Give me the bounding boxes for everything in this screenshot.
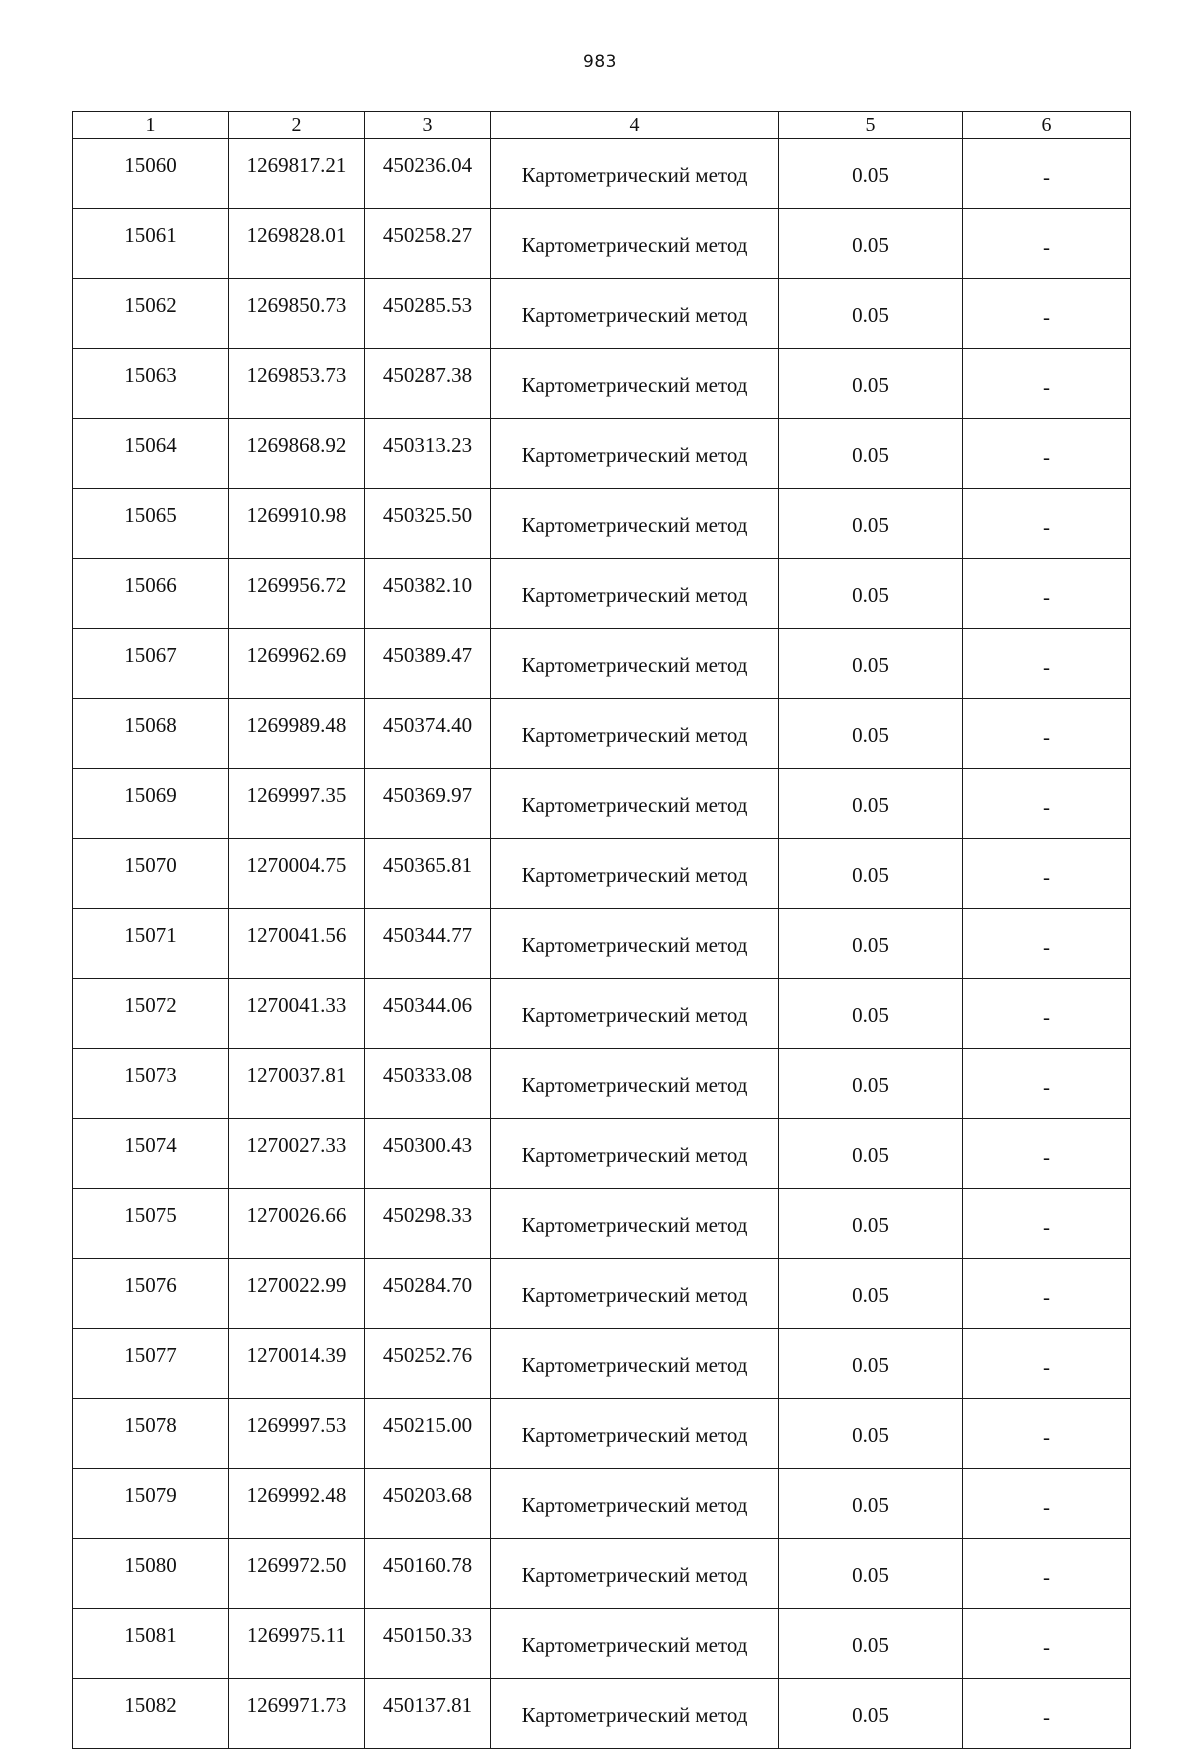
table-row	[73, 559, 1131, 629]
table-row	[73, 1049, 1131, 1119]
header-row	[73, 112, 1131, 139]
column-header: 3	[365, 112, 491, 139]
note-cell: -	[963, 419, 1131, 489]
point-number-cell: 15080	[73, 1539, 229, 1609]
table-row	[73, 279, 1131, 349]
point-number-cell: 15072	[73, 979, 229, 1049]
note-cell: -	[963, 1399, 1131, 1469]
note-cell: -	[963, 489, 1131, 559]
table-row	[73, 1399, 1131, 1469]
y-coordinate-cell: 450389.47	[365, 629, 491, 699]
precision-cell: 0.05	[779, 489, 963, 559]
precision-cell: 0.05	[779, 559, 963, 629]
point-number-cell: 15066	[73, 559, 229, 629]
x-coordinate-cell: 1269972.50	[229, 1539, 365, 1609]
note-cell: -	[963, 139, 1131, 209]
method-cell: Картометрический метод	[491, 419, 779, 489]
table-row	[73, 419, 1131, 489]
column-header: 6	[963, 112, 1131, 139]
x-coordinate-cell: 1270004.75	[229, 839, 365, 909]
y-coordinate-cell: 450284.70	[365, 1259, 491, 1329]
note-cell: -	[963, 1609, 1131, 1679]
y-coordinate-cell: 450365.81	[365, 839, 491, 909]
note-cell: -	[963, 279, 1131, 349]
method-cell: Картометрический метод	[491, 1329, 779, 1399]
method-cell: Картометрический метод	[491, 839, 779, 909]
point-number-cell: 15076	[73, 1259, 229, 1329]
precision-cell: 0.05	[779, 139, 963, 209]
point-number-cell: 15064	[73, 419, 229, 489]
precision-cell: 0.05	[779, 1679, 963, 1749]
point-number-cell: 15077	[73, 1329, 229, 1399]
table-row	[73, 1469, 1131, 1539]
note-cell: -	[963, 839, 1131, 909]
table-row	[73, 839, 1131, 909]
x-coordinate-cell: 1270041.33	[229, 979, 365, 1049]
y-coordinate-cell: 450236.04	[365, 139, 491, 209]
table-row	[73, 629, 1131, 699]
table-row	[73, 1609, 1131, 1679]
precision-cell: 0.05	[779, 1539, 963, 1609]
method-cell: Картометрический метод	[491, 769, 779, 839]
table-body	[73, 112, 1131, 1749]
precision-cell: 0.05	[779, 839, 963, 909]
point-number-cell: 15073	[73, 1049, 229, 1119]
method-cell: Картометрический метод	[491, 349, 779, 419]
precision-cell: 0.05	[779, 1469, 963, 1539]
point-number-cell: 15082	[73, 1679, 229, 1749]
note-cell: -	[963, 559, 1131, 629]
y-coordinate-cell: 450137.81	[365, 1679, 491, 1749]
x-coordinate-cell: 1269910.98	[229, 489, 365, 559]
x-coordinate-cell: 1269992.48	[229, 1469, 365, 1539]
point-number-cell: 15061	[73, 209, 229, 279]
precision-cell: 0.05	[779, 979, 963, 1049]
point-number-cell: 15067	[73, 629, 229, 699]
y-coordinate-cell: 450203.68	[365, 1469, 491, 1539]
y-coordinate-cell: 450150.33	[365, 1609, 491, 1679]
point-number-cell: 15078	[73, 1399, 229, 1469]
x-coordinate-cell: 1269975.11	[229, 1609, 365, 1679]
precision-cell: 0.05	[779, 1259, 963, 1329]
method-cell: Картометрический метод	[491, 559, 779, 629]
column-header: 4	[491, 112, 779, 139]
method-cell: Картометрический метод	[491, 1189, 779, 1259]
method-cell: Картометрический метод	[491, 1119, 779, 1189]
precision-cell: 0.05	[779, 1189, 963, 1259]
method-cell: Картометрический метод	[491, 979, 779, 1049]
y-coordinate-cell: 450313.23	[365, 419, 491, 489]
method-cell: Картометрический метод	[491, 279, 779, 349]
x-coordinate-cell: 1270026.66	[229, 1189, 365, 1259]
method-cell: Картометрический метод	[491, 139, 779, 209]
x-coordinate-cell: 1269868.92	[229, 419, 365, 489]
y-coordinate-cell: 450344.06	[365, 979, 491, 1049]
note-cell: -	[963, 1189, 1131, 1259]
precision-cell: 0.05	[779, 349, 963, 419]
x-coordinate-cell: 1269853.73	[229, 349, 365, 419]
column-header: 2	[229, 112, 365, 139]
note-cell: -	[963, 979, 1131, 1049]
table-row	[73, 1259, 1131, 1329]
point-number-cell: 15074	[73, 1119, 229, 1189]
note-cell: -	[963, 1049, 1131, 1119]
precision-cell: 0.05	[779, 629, 963, 699]
y-coordinate-cell: 450215.00	[365, 1399, 491, 1469]
x-coordinate-cell: 1269971.73	[229, 1679, 365, 1749]
point-number-cell: 15079	[73, 1469, 229, 1539]
y-coordinate-cell: 450258.27	[365, 209, 491, 279]
precision-cell: 0.05	[779, 279, 963, 349]
method-cell: Картометрический метод	[491, 909, 779, 979]
point-number-cell: 15081	[73, 1609, 229, 1679]
note-cell: -	[963, 209, 1131, 279]
note-cell: -	[963, 769, 1131, 839]
x-coordinate-cell: 1269997.53	[229, 1399, 365, 1469]
x-coordinate-cell: 1269962.69	[229, 629, 365, 699]
note-cell: -	[963, 1469, 1131, 1539]
y-coordinate-cell: 450344.77	[365, 909, 491, 979]
point-number-cell: 15070	[73, 839, 229, 909]
method-cell: Картометрический метод	[491, 209, 779, 279]
table-row	[73, 1119, 1131, 1189]
precision-cell: 0.05	[779, 1329, 963, 1399]
note-cell: -	[963, 699, 1131, 769]
note-cell: -	[963, 1259, 1131, 1329]
point-number-cell: 15069	[73, 769, 229, 839]
table-row	[73, 979, 1131, 1049]
y-coordinate-cell: 450298.33	[365, 1189, 491, 1259]
note-cell: -	[963, 909, 1131, 979]
table-row	[73, 769, 1131, 839]
precision-cell: 0.05	[779, 909, 963, 979]
table-row	[73, 209, 1131, 279]
y-coordinate-cell: 450160.78	[365, 1539, 491, 1609]
table-row	[73, 1189, 1131, 1259]
table-row	[73, 699, 1131, 769]
method-cell: Картометрический метод	[491, 1679, 779, 1749]
page-number: 983	[583, 52, 617, 72]
table-row	[73, 1679, 1131, 1749]
x-coordinate-cell: 1270041.56	[229, 909, 365, 979]
table-row	[73, 139, 1131, 209]
note-cell: -	[963, 1119, 1131, 1189]
y-coordinate-cell: 450287.38	[365, 349, 491, 419]
precision-cell: 0.05	[779, 769, 963, 839]
method-cell: Картометрический метод	[491, 699, 779, 769]
table-row	[73, 489, 1131, 559]
column-header: 1	[73, 112, 229, 139]
method-cell: Картометрический метод	[491, 1609, 779, 1679]
method-cell: Картометрический метод	[491, 1399, 779, 1469]
x-coordinate-cell: 1270037.81	[229, 1049, 365, 1119]
point-number-cell: 15060	[73, 139, 229, 209]
precision-cell: 0.05	[779, 1119, 963, 1189]
y-coordinate-cell: 450300.43	[365, 1119, 491, 1189]
coordinates-table	[72, 111, 1131, 1749]
point-number-cell: 15063	[73, 349, 229, 419]
x-coordinate-cell: 1270022.99	[229, 1259, 365, 1329]
method-cell: Картометрический метод	[491, 1049, 779, 1119]
point-number-cell: 15062	[73, 279, 229, 349]
x-coordinate-cell: 1269997.35	[229, 769, 365, 839]
point-number-cell: 15075	[73, 1189, 229, 1259]
x-coordinate-cell: 1269828.01	[229, 209, 365, 279]
precision-cell: 0.05	[779, 1609, 963, 1679]
table-row	[73, 1539, 1131, 1609]
note-cell: -	[963, 1539, 1131, 1609]
method-cell: Картометрический метод	[491, 1539, 779, 1609]
note-cell: -	[963, 349, 1131, 419]
point-number-cell: 15065	[73, 489, 229, 559]
y-coordinate-cell: 450285.53	[365, 279, 491, 349]
point-number-cell: 15068	[73, 699, 229, 769]
y-coordinate-cell: 450369.97	[365, 769, 491, 839]
table-row	[73, 909, 1131, 979]
table-row	[73, 1329, 1131, 1399]
note-cell: -	[963, 1679, 1131, 1749]
y-coordinate-cell: 450252.76	[365, 1329, 491, 1399]
precision-cell: 0.05	[779, 699, 963, 769]
column-header: 5	[779, 112, 963, 139]
method-cell: Картометрический метод	[491, 1259, 779, 1329]
precision-cell: 0.05	[779, 1399, 963, 1469]
x-coordinate-cell: 1269989.48	[229, 699, 365, 769]
precision-cell: 0.05	[779, 209, 963, 279]
point-number-cell: 15071	[73, 909, 229, 979]
note-cell: -	[963, 629, 1131, 699]
table-row	[73, 349, 1131, 419]
method-cell: Картометрический метод	[491, 1469, 779, 1539]
x-coordinate-cell: 1270027.33	[229, 1119, 365, 1189]
x-coordinate-cell: 1270014.39	[229, 1329, 365, 1399]
x-coordinate-cell: 1269956.72	[229, 559, 365, 629]
precision-cell: 0.05	[779, 419, 963, 489]
y-coordinate-cell: 450382.10	[365, 559, 491, 629]
x-coordinate-cell: 1269817.21	[229, 139, 365, 209]
method-cell: Картометрический метод	[491, 489, 779, 559]
note-cell: -	[963, 1329, 1131, 1399]
y-coordinate-cell: 450325.50	[365, 489, 491, 559]
precision-cell: 0.05	[779, 1049, 963, 1119]
method-cell: Картометрический метод	[491, 629, 779, 699]
x-coordinate-cell: 1269850.73	[229, 279, 365, 349]
y-coordinate-cell: 450374.40	[365, 699, 491, 769]
y-coordinate-cell: 450333.08	[365, 1049, 491, 1119]
